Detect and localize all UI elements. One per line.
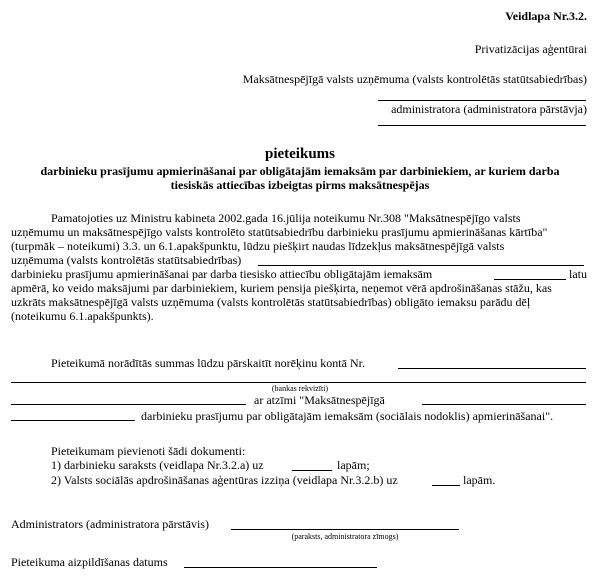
signature-field[interactable] [231, 529, 459, 530]
signature-caption: (paraksts, administratora zīmogs) [291, 532, 399, 541]
account-number-field[interactable] [398, 368, 586, 369]
transfer-request-text: Pieteikumā norādītās summas lūdzu pārskaitīt norēķinu kontā Nr. [51, 356, 365, 370]
enterprise-name-blank[interactable] [378, 100, 586, 101]
administrator-name-blank[interactable] [378, 125, 586, 126]
enterprise-name-field[interactable] [258, 265, 584, 266]
note-enterprise-field[interactable] [422, 404, 586, 405]
document-item-1: 1) darbinieku saraksts (veidlapa Nr.3.2.a) uz [51, 458, 264, 472]
document-item-2-suffix: lapām. [463, 473, 496, 487]
paragraph-line: (turpmāk – noteikumi) 3.3. un 6.1.apakšpunktu, lūdzu piešķirt naudas līdzekļus maksātnespējīgā valsts [11, 239, 505, 253]
paragraph-line: apmērā, ko veido maksājumi par darbiniekiem, kuriem pensija piešķirta, neņemot vērā apdrošināšanas stāžu, kas [11, 281, 552, 295]
note-label: ar atzīmi "Maksātnespējīgā [254, 393, 385, 407]
note-blank-lower[interactable] [11, 420, 135, 421]
note-blank-left[interactable] [11, 404, 246, 405]
bank-details-field[interactable] [11, 382, 586, 383]
administrator-line: administratora (administratora pārstāvja) [391, 102, 587, 116]
document-subtitle-line-2: tiesiskās attiecības izbeigtas pirms maksātnespējas [170, 178, 430, 192]
recipient-line: Privatizācijas aģentūrai [474, 42, 587, 56]
enterprise-line: Maksātnespējīgā valsts uzņēmuma (valsts kontrolētās statūtsabiedrības) [242, 72, 587, 86]
paragraph-line: uzņēmuma (valsts kontrolētās statūtsabiedrības) [11, 253, 242, 267]
attached-documents-heading: Pieteikumam pievienoti šādi dokumenti: [51, 444, 246, 458]
paragraph-line: Pamatojoties uz Ministru kabineta 2002.gada 16.jūlija noteikumu Nr.308 "Maksātnespējīgo valsts [51, 211, 521, 225]
date-field[interactable] [184, 567, 377, 568]
document-title: pieteikums [264, 146, 335, 162]
transfer-purpose-text: darbinieku prasījumu par obligātajām iemaksām (sociālais nodoklis) apmierināšanai". [141, 409, 554, 423]
paragraph-line: uzkrāts maksātnespējīgā valsts uzņēmuma (valsts kontrolētās statūtsabiedrības) obligāto iemaksu parādu dēļ [11, 295, 531, 309]
agency-certificate-pages-field[interactable] [432, 485, 460, 486]
currency-label: latu [569, 267, 587, 281]
paragraph-line: (noteikumu 6.1.apakšpunkts). [11, 309, 154, 323]
signature-label: Administrators (administratora pārstāvis) [11, 517, 209, 531]
paragraph-line: uzņēmumu un maksātnespējīgo valsts kontrolēto statūtsabiedrību darbinieku prasījumu apmierināšanas kārtība" [11, 225, 548, 239]
document-subtitle-line-1: darbinieku prasījumu apmierināšanai par obligātajām iemaksām par darbiniekiem, ar kuriem darba [40, 164, 560, 178]
document-item-1-suffix: lapām; [337, 458, 370, 472]
amount-field[interactable] [494, 279, 566, 280]
document-item-2: 2) Valsts sociālās apdrošināšanas aģentūras izziņa (veidlapa Nr.3.2.b) uz [51, 473, 398, 487]
bank-details-caption: (bankas rekvizīti) [271, 384, 329, 393]
employee-list-pages-field[interactable] [292, 470, 332, 471]
form-number: Veidlapa Nr.3.2. [505, 9, 587, 23]
paragraph-line: darbinieku prasījumu apmierināšanai par darba tiesisko attiecību obligātajām iemaksām [11, 267, 433, 281]
date-label: Pieteikuma aizpildīšanas datums [11, 555, 168, 569]
